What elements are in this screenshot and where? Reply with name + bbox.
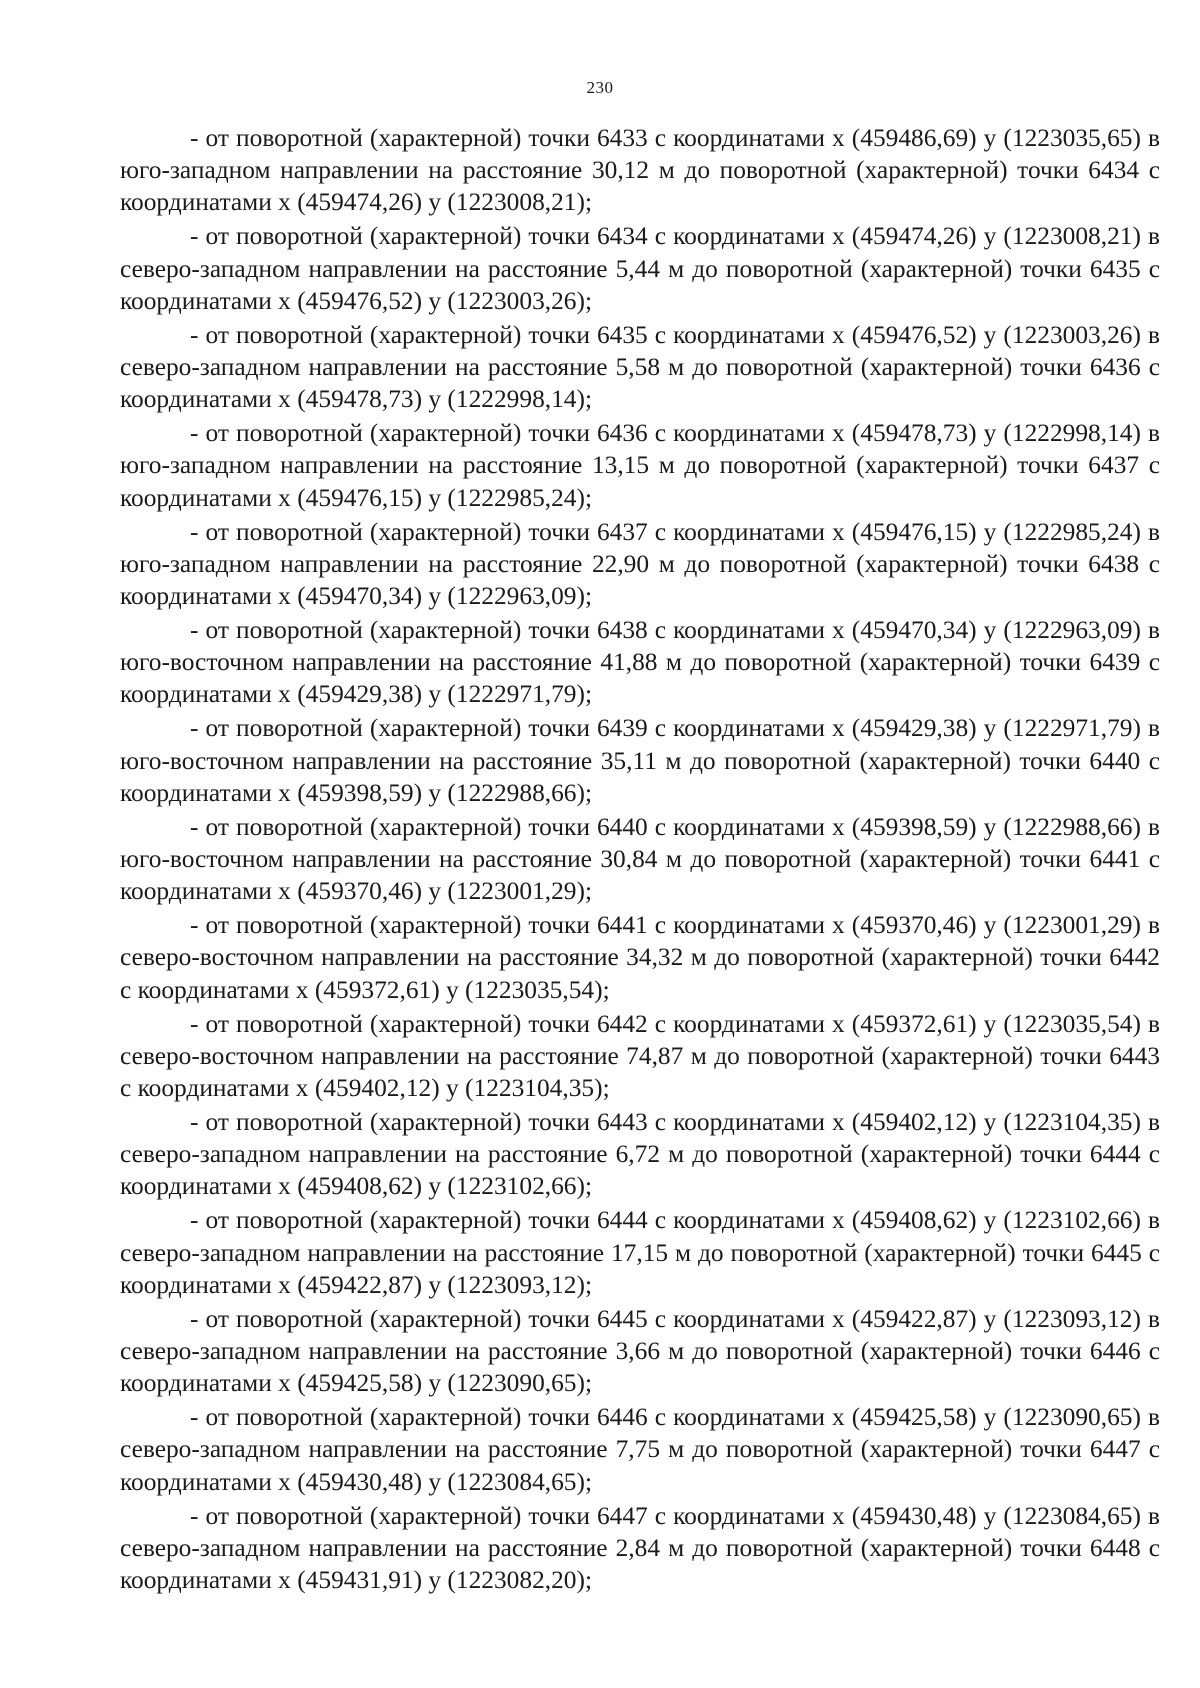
boundary-segment-paragraph: - от поворотной (характерной) точки 6444 с координатами х (459408,62) у (1223102,66) в северо-западном направлении на расстояние 17,15 м до поворотной (характерной) точки 6445 с координатами х (459422,87) у (1223093,12);	[120, 1206, 1160, 1299]
boundary-segment-paragraph: - от поворотной (характерной) точки 6439 с координатами х (459429,38) у (1222971,79) в юго-восточном направлении на расстояние 35,11 м до поворотной (характерной) точки 6440 с координатами х (459398,59) у (1222988,66);	[120, 714, 1160, 807]
boundary-segment-paragraph: - от поворотной (характерной) точки 6438 с координатами х (459470,34) у (1222963,09) в юго-восточном направлении на расстояние 41,88 м до поворотной (характерной) точки 6439 с координатами х (459429,38) у (1222971,79);	[120, 616, 1160, 709]
boundary-segment-paragraph: - от поворотной (характерной) точки 6440 с координатами х (459398,59) у (1222988,66) в юго-восточном направлении на расстояние 30,84 м до поворотной (характерной) точки 6441 с координатами х (459370,46) у (1223001,29);	[120, 812, 1160, 906]
boundary-segment-paragraph: - от поворотной (характерной) точки 6442 с координатами х (459372,61) у (1223035,54) в северо-восточном направлении на расстояние 74,87 м до поворотной (характерной) точки 6443 с координатами х (459402,12) у (1223104,35);	[120, 1009, 1160, 1103]
page-number: 230	[586, 78, 614, 97]
document-body	[120, 122, 1160, 1598]
boundary-segment-paragraph: - от поворотной (характерной) точки 6447 с координатами х (459430,48) у (1223084,65) в северо-западном направлении на расстояние 2,84 м до поворотной (характерной) точки 6448 с координатами х (459431,91) у (1223082,20);	[120, 1501, 1160, 1595]
boundary-segment-paragraph: - от поворотной (характерной) точки 6433 с координатами х (459486,69) у (1223035,65) в юго-западном направлении на расстояние 30,12 м до поворотной (характерной) точки 6434 с координатами х (459474,26) у (1223008,21);	[120, 124, 1160, 217]
boundary-segment-paragraph: - от поворотной (характерной) точки 6437 с координатами х (459476,15) у (1222985,24) в юго-западном направлении на расстояние 22,90 м до поворотной (характерной) точки 6438 с координатами х (459470,34) у (1222963,09);	[120, 517, 1160, 611]
boundary-segment-paragraph: - от поворотной (характерной) точки 6435 с координатами х (459476,52) у (1223003,26) в северо-западном направлении на расстояние 5,58 м до поворотной (характерной) точки 6436 с координатами х (459478,73) у (1222998,14);	[120, 320, 1160, 414]
boundary-segment-paragraph: - от поворотной (характерной) точки 6445 с координатами х (459422,87) у (1223093,12) в северо-западном направлении на расстояние 3,66 м до поворотной (характерной) точки 6446 с координатами х (459425,58) у (1223090,65);	[120, 1304, 1160, 1398]
boundary-segment-paragraph: - от поворотной (характерной) точки 6436 с координатами х (459478,73) у (1222998,14) в юго-западном направлении на расстояние 13,15 м до поворотной (характерной) точки 6437 с координатами х (459476,15) у (1222985,24);	[120, 419, 1160, 512]
boundary-segment-paragraph: - от поворотной (характерной) точки 6443 с координатами х (459402,12) у (1223104,35) в северо-западном направлении на расстояние 6,72 м до поворотной (характерной) точки 6444 с координатами х (459408,62) у (1223102,66);	[120, 1108, 1160, 1201]
boundary-segment-paragraph: - от поворотной (характерной) точки 6441 с координатами х (459370,46) у (1223001,29) в северо-восточном направлении на расстояние 34,32 м до поворотной (характерной) точки 6442 с координатами х (459372,61) у (1223035,54);	[120, 911, 1160, 1004]
boundary-segment-paragraph: - от поворотной (характерной) точки 6434 с координатами х (459474,26) у (1223008,21) в северо-западном направлении на расстояние 5,44 м до поворотной (характерной) точки 6435 с координатами х (459476,52) у (1223003,26);	[120, 222, 1160, 315]
boundary-segment-paragraph: - от поворотной (характерной) точки 6446 с координатами х (459425,58) у (1223090,65) в северо-западном направлении на расстояние 7,75 м до поворотной (характерной) точки 6447 с координатами х (459430,48) у (1223084,65);	[120, 1403, 1160, 1496]
